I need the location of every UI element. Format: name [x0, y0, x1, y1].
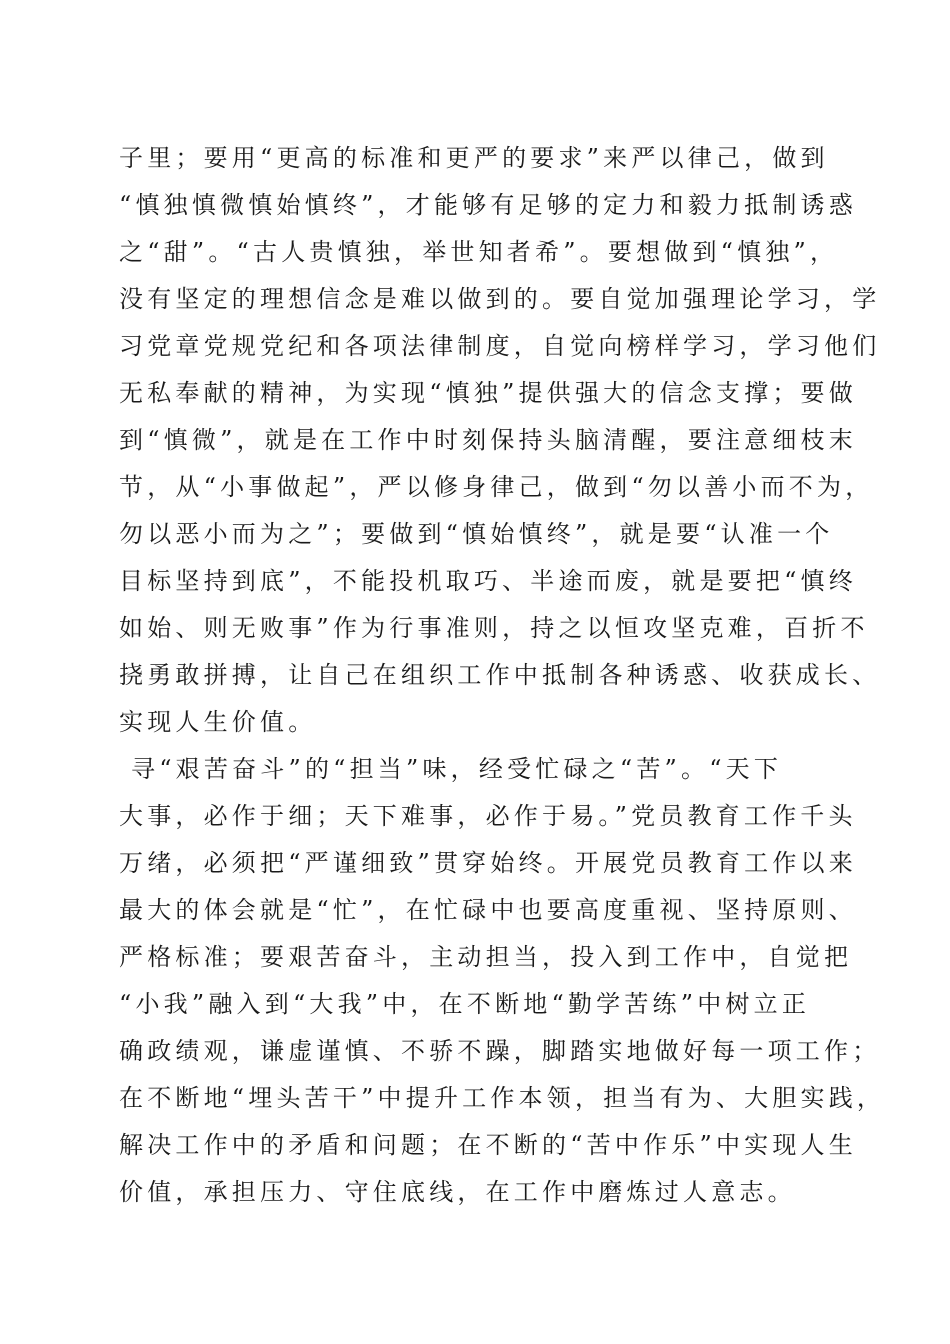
text-line: 如始、则无败事”作为行事准则，持之以恒攻坚克难，百折不 — [119, 614, 869, 642]
text-line: 价值，承担压力、守住底线，在工作中磨炼过人意志。 — [119, 1178, 796, 1206]
text-line: 无私奉献的精神，为实现“慎独”提供强大的信念支撑；要做 — [119, 379, 857, 407]
text-line: 节，从“小事做起”，严以修身律己，做到“勿以善小而不为， — [119, 473, 874, 501]
text-line: 万绪，必须把“严谨细致”贯穿始终。开展党员教育工作以来 — [119, 849, 857, 877]
text-line: 实现人生价值。 — [119, 708, 317, 736]
paragraph-2 — [119, 746, 886, 1216]
text-line: 挠勇敢拼搏，让自己在组织工作中抵制各种诱惑、收获成长、 — [119, 661, 881, 689]
text-line: “慎独慎微慎始慎终”，才能够有足够的定力和毅力抵制诱惑 — [119, 191, 857, 219]
text-line: 目标坚持到底”，不能投机取巧、半途而废，就是要把“慎终 — [119, 567, 857, 595]
text-line: 没有坚定的理想信念是难以做到的。要自觉加强理论学习，学 — [119, 285, 881, 313]
text-line: 解决工作中的矛盾和问题；在不断的“苦中作乐”中实现人生 — [119, 1131, 857, 1159]
text-line: 严格标准；要艰苦奋斗，主动担当，投入到工作中，自觉把 — [119, 943, 853, 971]
text-line: 子里；要用“更高的标准和更严的要求”来严以律己，做到 — [119, 144, 829, 172]
document-body — [119, 135, 886, 1216]
paragraph-1 — [119, 135, 881, 746]
text-line: 习党章党规党纪和各项法律制度，自觉向榜样学习，学习他们 — [119, 332, 881, 360]
text-line: “小我”融入到“大我”中，在不断地“勤学苦练”中树立正 — [119, 990, 811, 1018]
text-line: 到“慎微”，就是在工作中时刻保持头脑清醒，要注意细枝末 — [119, 426, 857, 454]
text-line: 确政绩观，谦虚谨慎、不骄不躁，脚踏实地做好每一项工作； — [119, 1037, 881, 1065]
text-line-first-indented: 寻“艰苦奋斗”的“担当”味，经受忙碌之“苦”。“天下 — [131, 755, 783, 783]
text-line: 之“甜”。“古人贵慎独，举世知者希”。要想做到“慎独”， — [119, 238, 839, 266]
text-line: 最大的体会就是“忙”，在忙碌中也要高度重视、坚持原则、 — [119, 896, 857, 924]
text-line: 大事，必作于细；天下难事，必作于易。”党员教育工作千头 — [119, 802, 857, 830]
text-line: 勿以恶小而为之”；要做到“慎始慎终”，就是要“认准一个 — [119, 520, 834, 548]
text-line: 在不断地“埋头苦干”中提升工作本领，担当有为、大胆实践， — [119, 1084, 886, 1112]
